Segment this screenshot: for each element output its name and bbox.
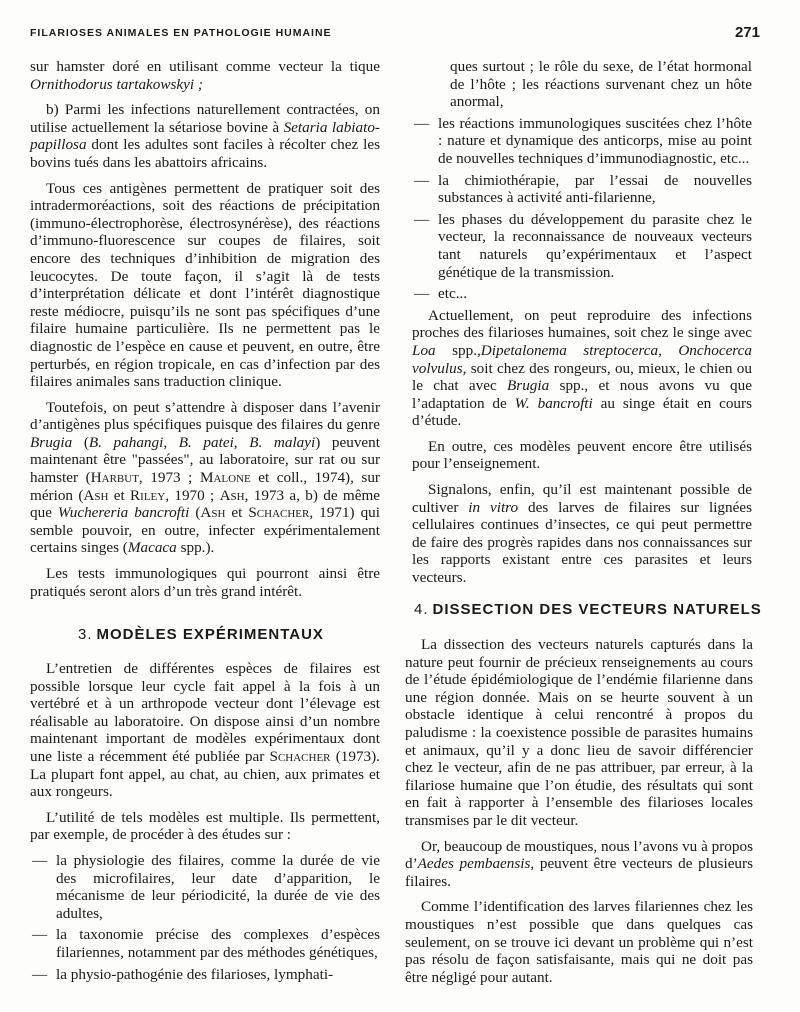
- left-column-bottom: [30, 660, 380, 987]
- list-item: — la physiologie des filaires, comme la durée de vie des microfilaires, leur date d’apparition, le mécanisme de leur périodicité, la durée de vie des adultes,: [32, 851, 380, 922]
- paragraph: En outre, ces modèles peuvent encore être utilisés pour l’enseignement.: [412, 437, 752, 473]
- list-item: — etc...: [414, 285, 468, 303]
- list-item: — la taxonomie précise des complexes d’espèces filariennes, notamment par des méthodes génétiques,: [32, 926, 380, 961]
- paragraph: Toutefois, on peut s’attendre à disposer dans l’avenir d’antigènes plus spécifiques puisque des filaires du genre Brugia (B. pahangi, B. patei, B. malayi) peuvent maintenant être "passées", au laboratoire, sur rat ou sur hamster (Harbut, 1973 ; Malone et coll., 1974), sur mérion (Ash et Riley, 1970 ; Ash, 1973 a, b) de même que Wuchereria bancrofti (Ash et Schacher, 1971) qui semble pouvoir, en outre, infecter expérimentalement certains singes (Macaca spp.).: [30, 398, 380, 557]
- paragraph: La dissection des vecteurs naturels capturés dans la nature peut fournir de précieux renseignements au cours de l’étude épidémiologique de l’endémie filarienne dans une région donnée. Mais on se heurte souvent à un obstacle identique à celui rencontré à propos du paludisme : la coexistence possible de parasites humains et animaux, qu’il y a donc lieu de savoir différencier chez le vecteur, afin de ne pas attribuer, par erreur, à la filariose humaine que l’on étudie, des résultats qui sont en fait à rapporter à l’ensemble des filarioses locales transmises par le dit vecteur.: [405, 636, 753, 829]
- paragraph: Actuellement, on peut reproduire des infections proches des filarioses humaines, soit chez le singe avec Loa spp.,Dipetalonema streptocerca, Onchocerca volvulus, soit chez des rongeurs, ou, mieux, le chien ou le chat avec Brugia spp., et nous avons vu que l’adaptation de W. bancrofti au singe était en cours d’étude.: [412, 306, 752, 430]
- list-item-continued: ques surtout ; le rôle du sexe, de l’état hormonal de l’hôte ; les réactions survenant chez un hôte anormal,: [450, 58, 752, 111]
- running-title: FILARIOSES ANIMALES EN PATHOLOGIE HUMAINE: [30, 27, 332, 39]
- paragraph: L’entretien de différentes espèces de filaires est possible lorsque leur cycle fait appel à la fois à un vertébré et à un arthropode vecteur dont l’élevage est réalisable au laboratoire. On dispose ainsi d’un nombre maintenant important de modèles expérimentaux dont une liste a récemment été publiée par Schacher (1973). La plupart font appel, au chat, au chien, aux primates et aux rongeurs.: [30, 660, 380, 801]
- paragraph: b) Parmi les infections naturellement contractées, on utilise actuellement la sétariose bovine à Setaria labiato-papillosa dont les adultes sont faciles à récolter chez les bovins tués dans les abattoirs africains.: [30, 101, 380, 171]
- section-4-heading: 4. DISSECTION DES VECTEURS NATURELS: [414, 601, 762, 618]
- paragraph: Tous ces antigènes permettent de pratiquer soit des intradermoréactions, soit des réactions de précipitation (immuno-électrophorèse, électrosynérèse), des réactions d’immuno-fluorescence sur coupes de filaires, soit encore des techniques d’inhibition de migration des leucocytes. De toute façon, il s’agit là de tests d’interprétation délicate et dont l’intérêt diagnostique reste médiocre, puisqu’ils ne sont pas spécifiques d’une filaire humaine particulière. Ils ne permettent pas le diagnostic de l’espèce en cause et peuvent, en outre, être perturbés, en région tropicale, en cas d’infection par des filaires animales sans traduction clinique.: [30, 179, 380, 391]
- paragraph: Comme l’identification des larves filariennes chez les moustiques n’est possible que dans quelques cas seulement, on se trouve ici devant un problème qui n’est pas résolu de façon satisfaisante, mais qui ne doit pas être négligé pour autant.: [405, 898, 753, 986]
- list-item: — la physio-pathogénie des filarioses, lymphati-: [32, 965, 334, 983]
- left-column-top: [30, 58, 380, 608]
- right-column-top: [412, 58, 752, 595]
- paragraph: sur hamster doré en utilisant comme vecteur la tique Ornithodorus tartakowskyi ;: [30, 58, 380, 93]
- section-3-heading: 3. MODÈLES EXPÉRIMENTAUX: [78, 626, 324, 643]
- paragraph: Or, beaucoup de moustiques, nous l’avons vu à propos d’Aedes pembaensis, peuvent être vecteurs de plusieurs filaires.: [405, 837, 753, 890]
- page-number: 271: [734, 24, 760, 41]
- list-item: — les réactions immunologiques suscitées chez l’hôte : nature et dynamique des anticorps, mise au point de nouvelles techniques d’immunodiagnostic, etc...: [414, 114, 752, 167]
- right-column-bottom: [405, 636, 753, 994]
- list-item: — les phases du développement du parasite chez le vecteur, la reconnaissance de nouveaux vecteurs tant naturels qu’expérimentaux et l’aspect génétique de la transmission.: [414, 210, 752, 281]
- paragraph: Signalons, enfin, qu’il est maintenant possible de cultiver in vitro des larves de filaires sur lignées cellulaires continues d’insectes, ce qui peut permettre de faire des progrès rapides dans nos connaissances sur les rapports existant entre ces parasites et leurs vecteurs.: [412, 481, 753, 587]
- paragraph: Les tests immunologiques qui pourront ainsi être pratiqués seront alors d’un très grand intérêt.: [30, 565, 380, 600]
- paragraph: L’utilité de tels modèles est multiple. Ils permettent, par exemple, de procéder à des études sur :: [30, 808, 380, 844]
- list-item: — la chimiothérapie, par l’essai de nouvelles substances à activité anti-filarienne,: [414, 171, 752, 207]
